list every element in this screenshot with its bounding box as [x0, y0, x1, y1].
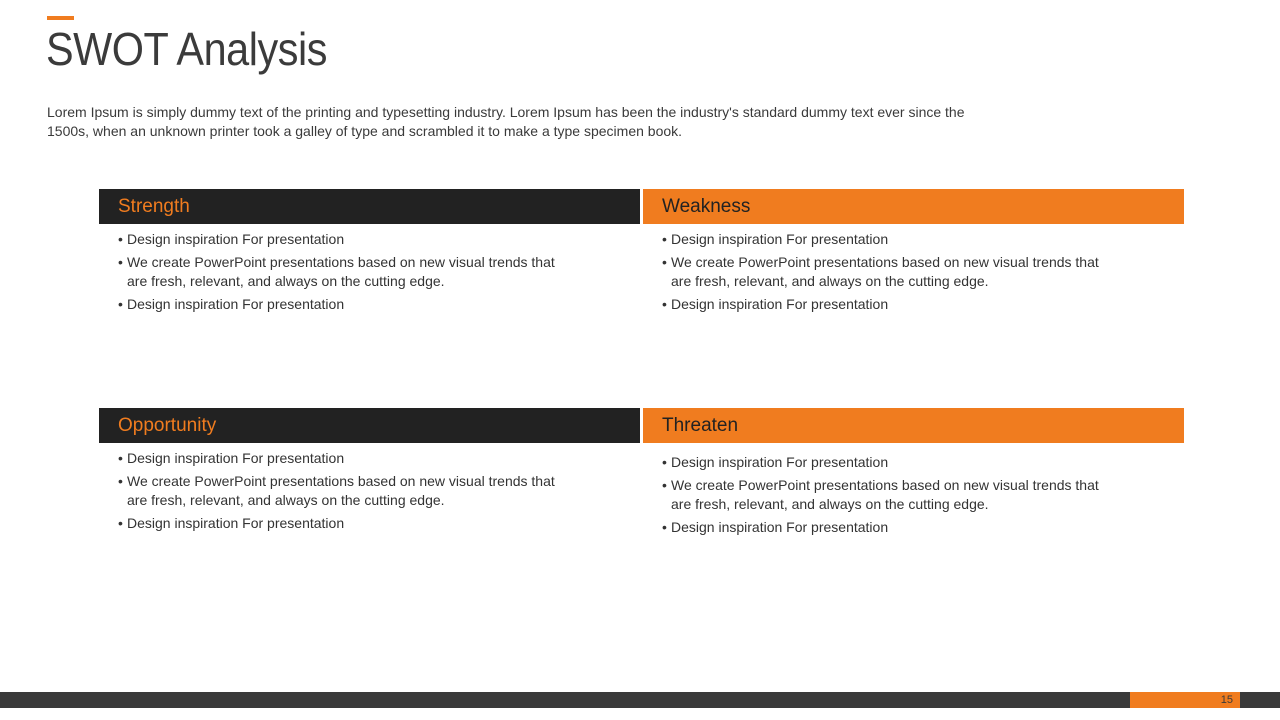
list-item: • Design inspiration For presentation — [118, 295, 568, 314]
list-item: • We create PowerPoint presentations based on new visual trends that are fresh, relevant, and always on the cutting edge. — [662, 253, 1112, 291]
strength-list — [99, 230, 568, 314]
list-item: • Design inspiration For presentation — [662, 453, 1112, 472]
footer-bar — [0, 692, 1280, 708]
page-number: 15 — [1130, 692, 1240, 708]
swot-opportunity — [99, 408, 640, 537]
list-item: • Design inspiration For presentation — [662, 518, 1112, 537]
intro-text: Lorem Ipsum is simply dummy text of the printing and typesetting industry. Lorem Ipsum has been the industry's standard dummy text ever since the 1500s, when an unknown printer took a galley of type and scrambled it to make a type specimen book. — [47, 104, 965, 139]
strength-header: Strength — [99, 189, 640, 224]
list-item: • Design inspiration For presentation — [118, 514, 568, 533]
list-item: • Design inspiration For presentation — [662, 230, 1112, 249]
weakness-list — [643, 230, 1112, 314]
list-item: • We create PowerPoint presentations based on new visual trends that are fresh, relevant, and always on the cutting edge. — [662, 476, 1112, 514]
list-item: • Design inspiration For presentation — [118, 230, 568, 249]
list-item: • Design inspiration For presentation — [662, 295, 1112, 314]
list-item: • Design inspiration For presentation — [118, 449, 568, 468]
weakness-header: Weakness — [643, 189, 1184, 224]
swot-strength — [99, 189, 640, 318]
opportunity-header: Opportunity — [99, 408, 640, 443]
swot-threaten — [643, 408, 1184, 541]
list-item: • We create PowerPoint presentations based on new visual trends that are fresh, relevant, and always on the cutting edge. — [118, 253, 568, 291]
list-item: • We create PowerPoint presentations based on new visual trends that are fresh, relevant, and always on the cutting edge. — [118, 472, 568, 510]
page-title: SWOT Analysis — [46, 23, 327, 75]
swot-weakness — [643, 189, 1184, 318]
opportunity-list — [99, 449, 568, 533]
threaten-header: Threaten — [643, 408, 1184, 443]
threaten-list — [643, 453, 1112, 537]
